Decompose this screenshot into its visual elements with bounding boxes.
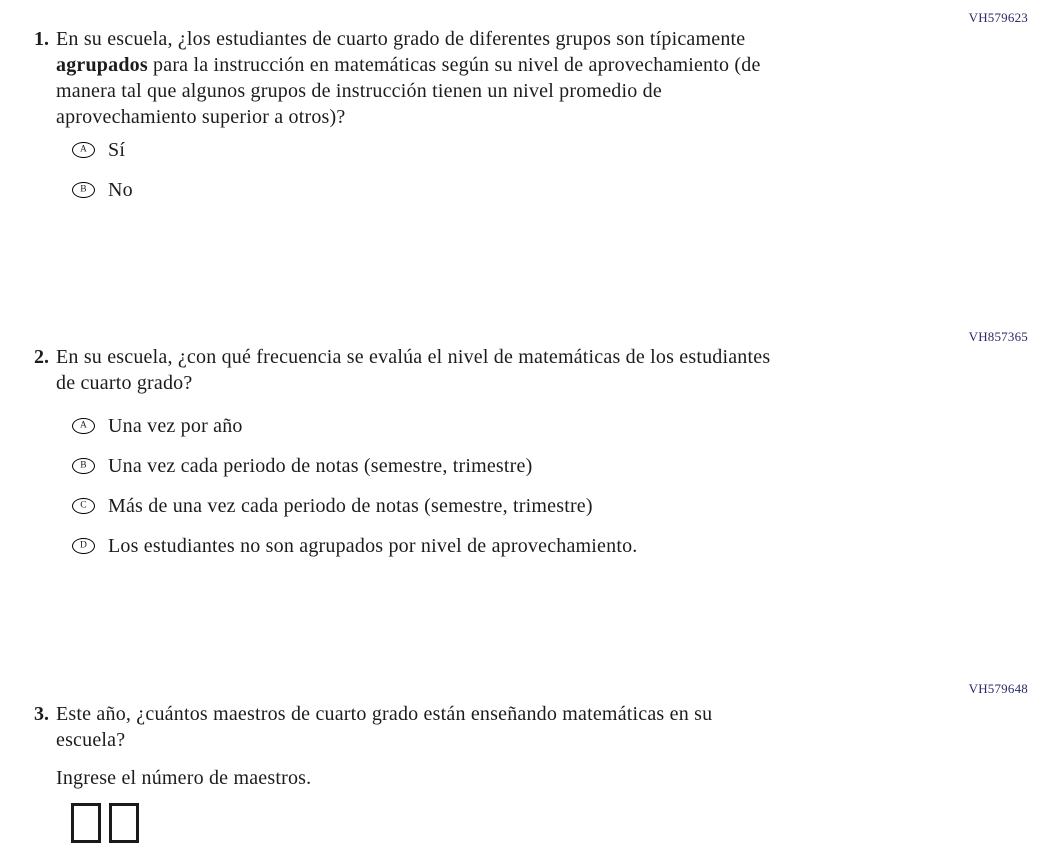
question-2 [34,344,1041,559]
answer-bubble-c[interactable] [72,498,95,514]
digit-box-2[interactable] [109,803,139,843]
q1-option-a[interactable] [72,137,761,163]
question-text-line: En su escuela, ¿con qué frecuencia se evalúa el nivel de matemáticas de los estudiantes [56,346,771,368]
option-label: Una vez cada periodo de notas (semestre, trimestre) [108,455,533,477]
q2-option-a[interactable] [72,413,770,439]
option-label: No [108,179,133,201]
entry-instruction: Ingrese el número de maestros. [56,767,312,789]
answer-bubble-b[interactable] [72,458,95,474]
q2-option-d[interactable] [72,533,770,559]
q2-option-c[interactable] [72,493,770,519]
option-letter: C [80,500,87,511]
q1-option-b[interactable] [72,177,761,203]
option-letter: A [79,144,88,155]
question-number: 3. [34,703,49,725]
item-code-3: VH579648 [968,681,1028,696]
question-3 [34,701,1041,843]
question-text-line [56,52,761,78]
answer-bubble-b[interactable] [72,182,95,198]
option-letter: B [80,460,87,471]
option-label: Los estudiantes no son agrupados por nivel de aprovechamiento. [108,535,638,557]
option-label: Una vez por año [108,415,243,437]
bold-word: agrupados [56,54,148,76]
question-text-line: manera tal que algunos grupos de instrucción tienen un nivel promedio de [56,80,662,102]
question-text-line: Este año, ¿cuántos maestros de cuarto grado están enseñando matemáticas en su [56,703,713,725]
option-label: Más de una vez cada periodo de notas (semestre, trimestre) [108,495,593,517]
teacher-count-entry [71,803,712,843]
question-text-segment: para la instrucción en matemáticas según su nivel de aprovechamiento (de [153,54,761,76]
option-label: Sí [108,139,126,161]
question-1 [34,26,1041,203]
option-letter: B [80,184,87,195]
question-text-line: escuela? [56,729,126,751]
answer-bubble-d[interactable] [72,538,95,554]
answer-bubble-a[interactable] [72,142,95,158]
option-letter: D [79,540,88,551]
option-letter: A [79,420,88,431]
q2-option-b[interactable] [72,453,770,479]
question-text-line: de cuarto grado? [56,372,193,394]
digit-box-1[interactable] [71,803,101,843]
item-code-1: VH579623 [968,10,1028,25]
answer-bubble-a[interactable] [72,418,95,434]
question-text-line: aprovechamiento superior a otros)? [56,106,346,128]
item-code-2: VH857365 [968,329,1028,344]
question-number: 2. [34,346,49,368]
question-text-line: En su escuela, ¿los estudiantes de cuarto grado de diferentes grupos son típicamente [56,28,746,50]
question-number: 1. [34,28,49,50]
